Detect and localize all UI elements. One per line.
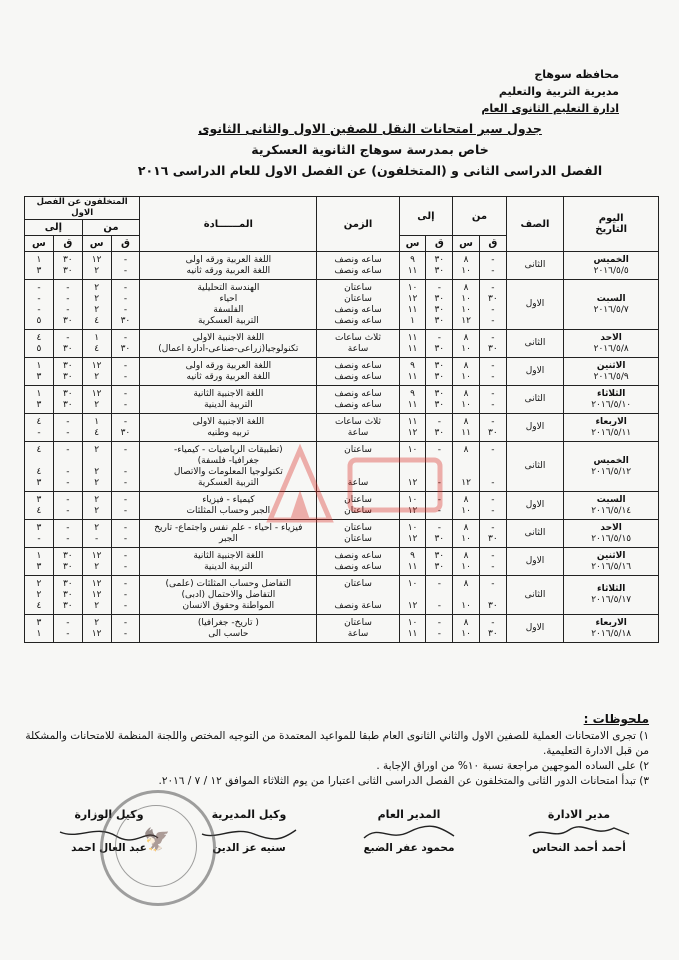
header-time: الزمن (317, 197, 399, 252)
cell-grade: الاول (506, 548, 564, 576)
title-line-3: الفصل الدراسى الثانى و (المتخلفون) عن الفصل الاول للعام الدراسى ٢٠١٦ (137, 163, 603, 178)
signature-deputy-directorate: وكيل المديرية سنيه عز الدين (179, 808, 319, 854)
cell-mk-to-q: - - (53, 615, 82, 643)
header-makeup: المتخلفون عن الفصل الاول (25, 197, 140, 220)
cell-mk-from-q: - - (111, 252, 140, 280)
header-makeup-to: إلى (25, 220, 83, 236)
cell-day-date: السبت ٢٠١٦/٥/٧ (564, 280, 659, 330)
issuer-header (481, 66, 619, 117)
cell-mk-from-q: - - - (111, 576, 140, 615)
cell-from-s: ٨ ١٠ (453, 548, 480, 576)
cell-mk-from-q: - - (111, 520, 140, 548)
cell-to-s: ٩ ١١ (399, 548, 426, 576)
cell-subject: اللغة العربية ورقه اولى اللغة العربية ورقه ثانيه (140, 358, 317, 386)
cell-mk-to-q: - - - (53, 442, 82, 492)
cell-mk-from-q: - - (111, 548, 140, 576)
cell-to-q: ٣٠ ٣٠ (426, 358, 453, 386)
cell-to-q: - ٣٠ ٣٠ ٣٠ (426, 280, 453, 330)
cell-mk-to-q: ٣٠ ٣٠ (53, 252, 82, 280)
cell-subject: فيزياء - أحياء - علم نفس واجتماع- تاريخ الجبر (140, 520, 317, 548)
cell-grade: الثانى (506, 386, 564, 414)
header-from: من (453, 197, 507, 236)
cell-mk-from-q: - - (111, 615, 140, 643)
cell-grade: الاول (506, 280, 564, 330)
cell-from-q: - - (479, 548, 506, 576)
table-row (25, 358, 659, 386)
cell-mk-to-q: - - - ٣٠ (53, 280, 82, 330)
cell-to-q: ٣٠ ٣٠ (426, 252, 453, 280)
cell-mk-to-s: ١ ٣ (25, 386, 54, 414)
cell-from-s: ٨ ١٠ (453, 252, 480, 280)
cell-from-s: ٨ ١٠ (453, 358, 480, 386)
header-s: س (25, 236, 54, 252)
title-line-2: خاص بمدرسة سوهاج الثانوية العسكرية (251, 142, 489, 157)
cell-time: ساعتان ساعة (317, 442, 399, 492)
header-makeup-from: من (82, 220, 140, 236)
cell-subject: اللغة العربية ورقه اولى اللغة العربية ورقه ثانيه (140, 252, 317, 280)
official-seal-stamp (100, 790, 216, 906)
cell-mk-to-s: - - - ٥ (25, 280, 54, 330)
cell-subject: ( تاريخ- جغرافيا) حاسب آلى (140, 615, 317, 643)
cell-mk-from-s: ٢ - (82, 520, 111, 548)
header-subject: المــــــادة (140, 197, 317, 252)
cell-from-s: ٨ ١٠ (453, 520, 480, 548)
cell-mk-from-q: - ٣٠ (111, 330, 140, 358)
table-row (25, 386, 659, 414)
table-row (25, 615, 659, 643)
cell-mk-from-s: ٢ ٢ ٢ (82, 442, 111, 492)
cell-from-s: ٨ ١٠ (453, 492, 480, 520)
cell-from-s: ٨ ١٠ ١٠ ١٢ (453, 280, 480, 330)
cell-mk-to-s: ٣ ٤ (25, 492, 54, 520)
cell-to-s: ٩ ١١ (399, 252, 426, 280)
cell-grade: الاول (506, 492, 564, 520)
cell-to-s: ١٠ ١٢ (399, 442, 426, 492)
cell-to-s: ١٠ ١١ (399, 615, 426, 643)
cell-to-q: - ٣٠ (426, 520, 453, 548)
cell-mk-to-q: - - (53, 520, 82, 548)
cell-grade: الثانى (506, 330, 564, 358)
cell-subject: (تطبيقات الرياضيات - كيمياء- جغرافيا- فلسفة) تكنولوجيا المعلومات والاتصال التربية العسكرية (140, 442, 317, 492)
cell-day-date: الثلاثاء ٢٠١٦/٥/١٧ (564, 576, 659, 615)
cell-day-date: الاربعاء ٢٠١٦/٥/١١ (564, 414, 659, 442)
cell-subject: كيمياء - فيزياء الجبر وحساب المثلثات (140, 492, 317, 520)
cell-time: ساعتان ساعتان (317, 492, 399, 520)
cell-mk-from-s: ١٢ ٢ (82, 548, 111, 576)
cell-mk-to-q: - - (53, 492, 82, 520)
cell-grade: الاول (506, 358, 564, 386)
cell-to-q: - - (426, 492, 453, 520)
header-grade: الصف (506, 197, 564, 252)
cell-time: ساعه ونصف ساعه ونصف (317, 548, 399, 576)
cell-mk-from-s: ١ ٤ (82, 330, 111, 358)
cell-mk-from-q: - ٣٠ (111, 414, 140, 442)
cell-to-q: - - (426, 442, 453, 492)
cell-time: ثلاث ساعات ساعة (317, 330, 399, 358)
cell-mk-to-s: ١ ٣ (25, 548, 54, 576)
header-q: ق (426, 236, 453, 252)
cell-mk-from-q: - - - ٣٠ (111, 280, 140, 330)
header-to: إلى (399, 197, 453, 236)
table-row (25, 252, 659, 280)
header-q: ق (479, 236, 506, 252)
cell-subject: اللغة الاجنبية الاولى تكنولوجيا(زراعى-صناعى-ادارة اعمال) (140, 330, 317, 358)
cell-mk-from-q: - - (111, 386, 140, 414)
cell-from-s: ٨ ١١ (453, 414, 480, 442)
header-s: س (82, 236, 111, 252)
handwritten-signature-icon (339, 824, 479, 842)
cell-time: ساعتان ساعتان (317, 520, 399, 548)
cell-grade: الاول (506, 414, 564, 442)
table-row (25, 280, 659, 330)
document-titles (110, 118, 630, 181)
cell-to-s: ١٠ ١٢ (399, 576, 426, 615)
cell-time: ساعه ونصف ساعه ونصف (317, 386, 399, 414)
cell-to-s: ١١ ١٢ (399, 414, 426, 442)
cell-day-date: الخميس ٢٠١٦/٥/٥ (564, 252, 659, 280)
header-s: س (453, 236, 480, 252)
cell-mk-to-s: ٤ - (25, 414, 54, 442)
cell-grade: الثانى (506, 520, 564, 548)
header-q: ق (111, 236, 140, 252)
cell-mk-to-s: ١ ٣ (25, 358, 54, 386)
cell-mk-from-q: - - (111, 492, 140, 520)
header-day-date: اليوم التاريخ (564, 197, 659, 252)
cell-subject: اللغة الاجنبية الثانية التربية الدينية (140, 548, 317, 576)
cell-day-date: الاحد ٢٠١٦/٥/١٥ (564, 520, 659, 548)
exam-schedule-table (24, 196, 659, 643)
cell-mk-to-s: ٣ - (25, 520, 54, 548)
cell-day-date: الاربعاء ٢٠١٦/٥/١٨ (564, 615, 659, 643)
cell-grade: الثانى (506, 576, 564, 615)
header-q: ق (53, 236, 82, 252)
cell-from-q: - ٣٠ (479, 576, 506, 615)
eagle-emblem-icon: 🦅 (143, 828, 171, 853)
cell-mk-to-s: ٣ ١ (25, 615, 54, 643)
cell-mk-to-q: ٣٠ ٣٠ (53, 386, 82, 414)
cell-mk-from-s: ٢ ٢ ٢ ٤ (82, 280, 111, 330)
cell-from-s: ٨ ١٠ (453, 615, 480, 643)
cell-mk-from-q: - - - (111, 442, 140, 492)
cell-subject: الهندسة التحليلية أحياء الفلسفة التربية العسكرية (140, 280, 317, 330)
cell-mk-from-s: ١٢ ٢ (82, 252, 111, 280)
cell-grade: الثانى (506, 252, 564, 280)
cell-day-date: الاثنين ٢٠١٦/٥/٩ (564, 358, 659, 386)
cell-to-s: ١٠ ١٢ ١١ ١ (399, 280, 426, 330)
table-row (25, 414, 659, 442)
cell-mk-to-q: - - (53, 414, 82, 442)
cell-mk-to-s: ٢ ٢ ٤ (25, 576, 54, 615)
cell-mk-from-s: ١٢ ٢ (82, 386, 111, 414)
cell-to-q: - ٣٠ (426, 414, 453, 442)
header-line-2: مديرية التربية والتعليم (498, 85, 619, 98)
cell-subject: اللغة الاجنبية الاولى تربيه وطنيه (140, 414, 317, 442)
cell-mk-to-q: ٣٠ ٣٠ (53, 548, 82, 576)
cell-from-q: - - (479, 358, 506, 386)
title-line-1: جدول سير امتحانات النقل للصفين الاول والثانى الثانوى (198, 121, 542, 136)
table-row (25, 330, 659, 358)
cell-from-s: ٨ ١٢ (453, 442, 480, 492)
cell-from-s: ٨ ١٠ (453, 576, 480, 615)
note-item-2: ٢) على الساده الموجهين مراجعة نسبة ١٠% من اوراق الإجابة . (376, 760, 649, 772)
cell-mk-from-q: - - (111, 358, 140, 386)
cell-from-q: - ٣٠ - - (479, 280, 506, 330)
cell-from-q: - - (479, 442, 506, 492)
cell-to-s: ١٠ ١٢ (399, 520, 426, 548)
cell-mk-to-s: ١ ٣ (25, 252, 54, 280)
cell-to-q: ٣٠ ٣٠ (426, 548, 453, 576)
cell-from-q: - ٣٠ (479, 330, 506, 358)
cell-grade: الاول (506, 615, 564, 643)
table-row (25, 548, 659, 576)
cell-mk-from-s: ١٢ ١٢ ٢ (82, 576, 111, 615)
cell-time: ساعتان ساعتان ساعه ونصف ساعه ونصف (317, 280, 399, 330)
header-s: س (399, 236, 426, 252)
cell-from-s: ٨ ١٠ (453, 330, 480, 358)
cell-subject: اللغة الاجنبية الثانية التربية الدينية (140, 386, 317, 414)
header-line-3: ادارة التعليم الثانوى العام (481, 102, 619, 115)
cell-time: ساعه ونصف ساعه ونصف (317, 358, 399, 386)
cell-to-s: ١٠ ١٢ (399, 492, 426, 520)
cell-from-q: - - (479, 492, 506, 520)
cell-mk-to-q: ٣٠ ٣٠ ٣٠ (53, 576, 82, 615)
handwritten-signature-icon (509, 824, 649, 842)
cell-from-q: - ٣٠ (479, 615, 506, 643)
cell-to-q: - - (426, 576, 453, 615)
cell-from-s: ٨ ١٠ (453, 386, 480, 414)
cell-mk-to-s: ٤ ٥ (25, 330, 54, 358)
cell-to-q: - - (426, 615, 453, 643)
cell-to-q: - ٣٠ (426, 330, 453, 358)
cell-mk-to-q: - ٣٠ (53, 330, 82, 358)
cell-day-date: الاحد ٢٠١٦/٥/٨ (564, 330, 659, 358)
cell-to-s: ١١ ١١ (399, 330, 426, 358)
cell-mk-from-s: ٢ ١٢ (82, 615, 111, 643)
cell-mk-to-s: ٤ ٤ ٣ (25, 442, 54, 492)
cell-from-q: - ٣٠ (479, 414, 506, 442)
cell-mk-from-s: ١ ٤ (82, 414, 111, 442)
cell-time: ساعه ونصف ساعه ونصف (317, 252, 399, 280)
signature-deputy-ministry: وكيل الوزارة عبد العال احمد (39, 808, 179, 854)
cell-mk-from-s: ٢ ٢ (82, 492, 111, 520)
notes-title: ملحوظات : (583, 712, 649, 726)
cell-day-date: الاثنين ٢٠١٦/٥/١٦ (564, 548, 659, 576)
signature-admin-director: مدير الادارة أحمد أحمد النحاس (509, 808, 649, 854)
signature-general-director: المدير العام محمود عفر الضبع (339, 808, 479, 854)
table-row (25, 576, 659, 615)
cell-day-date: السبت ٢٠١٦/٥/١٤ (564, 492, 659, 520)
watermark-logo (240, 440, 450, 530)
cell-from-q: - - (479, 252, 506, 280)
cell-mk-from-s: ١٢ ٢ (82, 358, 111, 386)
note-item-1: ١) تجرى الامتحانات العملية للصفين الاول والثاني الثانوى العام طبقا للمواعيد المعتمدة من التوجيه المختص واللجنة المنظمة للامتحانات والمشكلة من قبل الادارة التعليمية. (25, 730, 649, 757)
cell-from-q: - - (479, 386, 506, 414)
cell-time: ساعتان ساعة ونصف (317, 576, 399, 615)
cell-mk-to-q: ٣٠ ٣٠ (53, 358, 82, 386)
cell-day-date: الخميس ٢٠١٦/٥/١٢ (564, 442, 659, 492)
cell-to-s: ٩ ١١ (399, 386, 426, 414)
cell-grade: الثانى (506, 442, 564, 492)
cell-to-s: ٩ ١١ (399, 358, 426, 386)
header-line-1: محافظه سوهاج (534, 68, 619, 81)
note-item-3: ٣) تبدأ امتحانات الدور الثانى والمتخلفون عن الفصل الدراسى الثانى اعتبارا من يوم الثلاثاء الموافق ١٢ / ٧ / ٢٠١٦. (158, 775, 649, 787)
notes-section (19, 712, 649, 789)
cell-day-date: الثلاثاء ٢٠١٦/٥/١٠ (564, 386, 659, 414)
cell-to-q: ٣٠ ٣٠ (426, 386, 453, 414)
cell-from-q: - ٣٠ (479, 520, 506, 548)
cell-time: ساعتان ساعة (317, 615, 399, 643)
cell-subject: التفاضل وحساب المثلثات (علمى) التفاضل والاحتمال (أدبى) المواطنة وحقوق الانسان (140, 576, 317, 615)
cell-time: ثلاث ساعات ساعة (317, 414, 399, 442)
